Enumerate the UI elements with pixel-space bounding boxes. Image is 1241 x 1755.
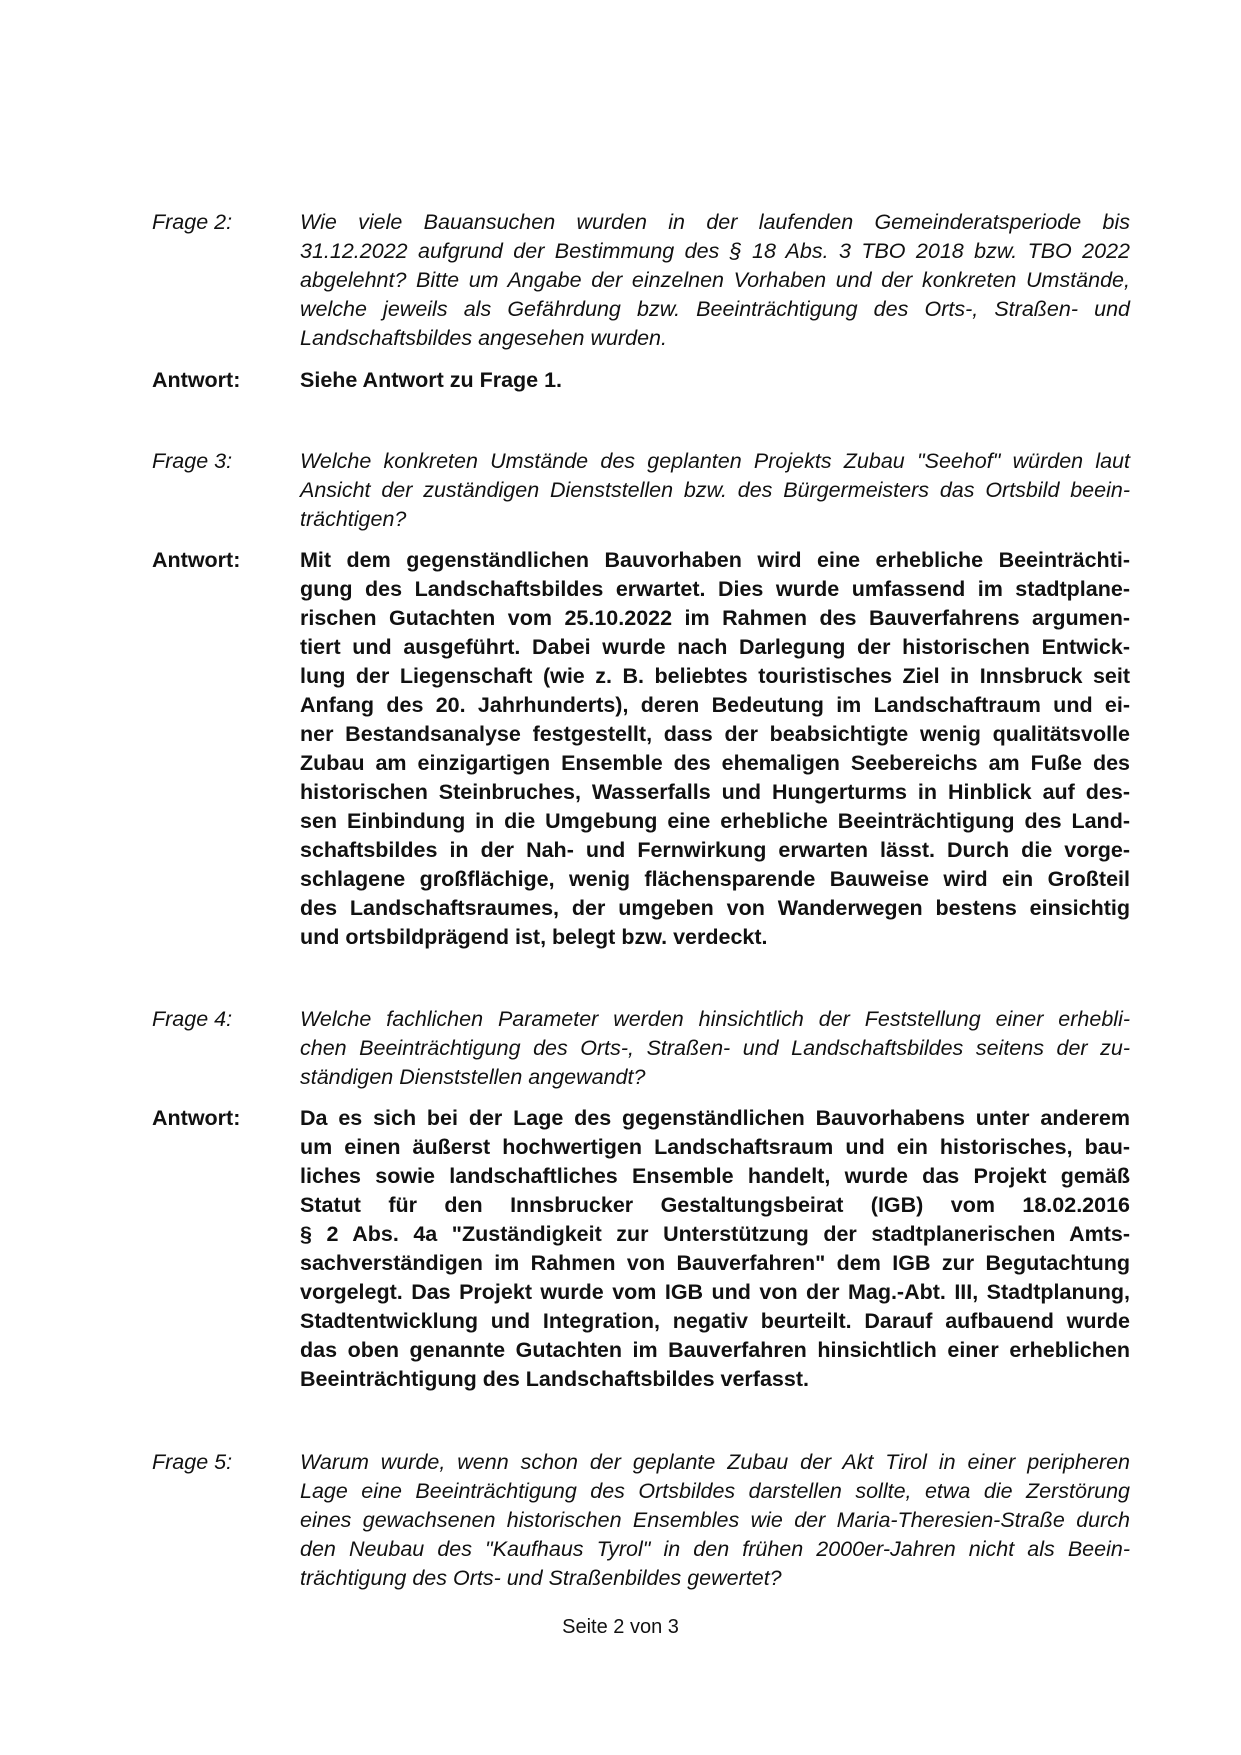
text-line: ner Bestandsanalyse festgestellt, dass der beabsichtigte wenig qualitätsvolle [300, 722, 1130, 746]
text-line: Welche konkreten Umstände des geplanten Projekts Zubau "Seehof" würden laut [300, 449, 1130, 473]
text-line: und ortsbildprägend ist, belegt bzw. verdeckt. [300, 925, 768, 949]
text-line: sen Einbindung in die Umgebung eine erhebliche Beeinträchtigung des Land- [300, 809, 1130, 833]
text-line: 31.12.2022 aufgrund der Bestimmung des § 18 Abs. 3 TBO 2018 bzw. TBO 2022 [300, 239, 1130, 263]
text-line: trächtigen? [300, 507, 407, 531]
text-line: tiert und ausgeführt. Dabei wurde nach Darlegung der historischen Entwick- [300, 635, 1130, 659]
text-line: lung der Liegenschaft (wie z. B. beliebtes touristisches Ziel in Innsbruck seit [300, 664, 1130, 688]
text-line: Stadtentwicklung und Integration, negativ beurteilt. Darauf aufbauend wurde [300, 1309, 1130, 1333]
text-line: Da es sich bei der Lage des gegenständlichen Bauvorhabens unter anderem [300, 1106, 1130, 1130]
text-line: schlagene großflächige, wenig flächensparende Bauweise wird ein Großteil [300, 867, 1130, 891]
answer-block-4 [152, 1104, 1130, 1394]
text-line: Wie viele Bauansuchen wurden in der laufenden Gemeinderatsperiode bis [300, 210, 1130, 234]
answer-text [300, 546, 1130, 952]
text-line: Statut für den Innsbrucker Gestaltungsbeirat (IGB) vom 18.02.2016 [300, 1193, 1130, 1217]
text-line: rischen Gutachten vom 25.10.2022 im Rahmen des Bauverfahrens argumen- [300, 606, 1130, 630]
question-text [300, 1448, 1130, 1593]
question-text [300, 1005, 1130, 1092]
text-line: Lage eine Beeinträchtigung des Ortsbildes darstellen sollte, etwa die Zerstörung [300, 1479, 1130, 1503]
text-line: ständigen Dienststellen angewandt? [300, 1065, 646, 1089]
question-label: Frage 4: [152, 1007, 233, 1031]
text-line: abgelehnt? Bitte um Angabe der einzelnen Vorhaben und der konkreten Umstände, [300, 268, 1130, 292]
text-line: Siehe Antwort zu Frage 1. [300, 368, 563, 392]
text-line: welche jeweils als Gefährdung bzw. Beeinträchtigung des Orts-, Straßen- und [300, 297, 1130, 321]
text-line: eines gewachsenen historischen Ensembles wie der Maria-Theresien-Straße durch [300, 1508, 1130, 1532]
text-line: § 2 Abs. 4a "Zuständigkeit zur Unterstützung der stadtplanerischen Amts- [300, 1222, 1130, 1246]
text-line: liches sowie landschaftliches Ensemble handelt, wurde das Projekt gemäß [300, 1164, 1130, 1188]
question-block-4 [152, 1005, 1130, 1092]
answer-label: Antwort: [152, 548, 241, 572]
answer-text [300, 366, 1130, 395]
text-line: Zubau am einzigartigen Ensemble des ehemaligen Seebereichs am Fuße des [300, 751, 1130, 775]
text-line: Beeinträchtigung des Landschaftsbildes verfasst. [300, 1367, 809, 1391]
text-line: um einen äußerst hochwertigen Landschaftsraum und ein historisches, bau- [300, 1135, 1130, 1159]
text-line: Welche fachlichen Parameter werden hinsichtlich der Feststellung einer erhebli- [300, 1007, 1130, 1031]
text-line: chen Beeinträchtigung des Orts-, Straßen- und Landschaftsbildes seitens der zu- [300, 1036, 1130, 1060]
text-line: schaftsbildes in der Nah- und Fernwirkung erwarten lässt. Durch die vorge- [300, 838, 1130, 862]
question-block-2 [152, 208, 1130, 353]
text-line: sachverständigen im Rahmen von Bauverfahren" dem IGB zur Begutachtung [300, 1251, 1130, 1275]
text-line: Anfang des 20. Jahrhunderts), deren Bedeutung im Landschaftraum und ei- [300, 693, 1130, 717]
text-line: Warum wurde, wenn schon der geplante Zubau der Akt Tirol in einer peripheren [300, 1450, 1130, 1474]
page-number: Seite 2 von 3 [562, 1616, 679, 1638]
question-text [300, 208, 1130, 353]
text-line: Ansicht der zuständigen Dienststellen bzw. des Bürgermeisters das Ortsbild beein- [300, 478, 1130, 502]
text-line: Mit dem gegenständlichen Bauvorhaben wird eine erhebliche Beeinträchti- [300, 548, 1130, 572]
question-label: Frage 5: [152, 1450, 233, 1474]
question-label: Frage 2: [152, 210, 233, 234]
text-line: des Landschaftsraumes, der umgeben von Wanderwegen bestens einsichtig [300, 896, 1130, 920]
text-line: vorgelegt. Das Projekt wurde vom IGB und von der Mag.-Abt. III, Stadtplanung, [300, 1280, 1130, 1304]
answer-label: Antwort: [152, 368, 241, 392]
question-text [300, 447, 1130, 534]
answer-label: Antwort: [152, 1106, 241, 1130]
question-block-5 [152, 1448, 1130, 1593]
text-line: Landschaftsbildes angesehen wurden. [300, 326, 667, 350]
answer-block-3 [152, 546, 1130, 952]
answer-text [300, 1104, 1130, 1394]
text-line: gung des Landschaftsbildes erwartet. Dies wurde umfassend im stadtplane- [300, 577, 1130, 601]
text-line: historischen Steinbruches, Wasserfalls und Hungerturms in Hinblick auf des- [300, 780, 1130, 804]
text-line: das oben genannte Gutachten im Bauverfahren hinsichtlich einer erheblichen [300, 1338, 1130, 1362]
question-block-3 [152, 447, 1130, 534]
question-label: Frage 3: [152, 449, 233, 473]
answer-block-2 [152, 366, 1130, 395]
text-line: den Neubau des "Kaufhaus Tyrol" in den frühen 2000er-Jahren nicht als Beein- [300, 1537, 1130, 1561]
text-line: trächtigung des Orts- und Straßenbildes gewertet? [300, 1566, 782, 1590]
